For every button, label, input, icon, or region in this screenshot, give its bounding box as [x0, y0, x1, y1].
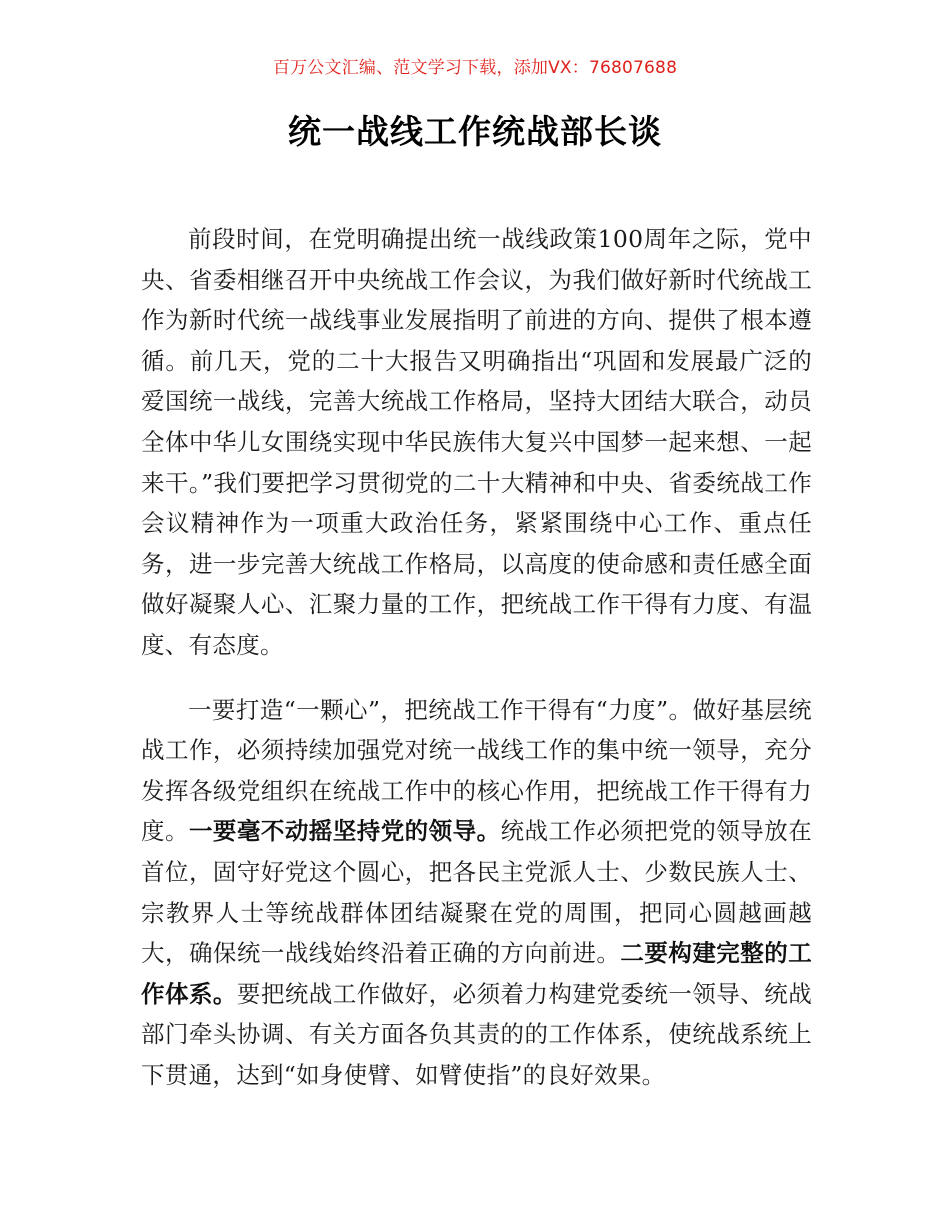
paragraph-2: [141, 690, 812, 1096]
document-title: 统一战线工作统战部长谈: [288, 112, 662, 151]
paragraph-1: 前段时间，在党明确提出统一战线政策100周年之际，党中央、省委相继召开中央统战工作会议，为我们做好新时代统战工作为新时代统一战线事业发展指明了前进的方向、提供了根本遵循。前几天，党的二十大报告又明确指出“巩固和发展最广泛的爱国统一战线，完善大统战工作格局，坚持大团结大联合，动员全体中华儿女围绕实现中华民族伟大复兴中国梦一起来想、一起来干。”我们要把学习贯彻党的二十大精神和中央、省委统战工作会议精神作为一项重大政治任务，紧紧围绕中心工作、重点任务，进一步完善大统战工作格局，以高度的使命感和责任感全面做好凝聚人心、汇聚力量的工作，把统战工作干得有力度、有温度、有态度。: [141, 225, 812, 659]
point-1-text: 统战工作必须把党的领导放在首位，固守好党这个圆心，把各民主党派人士、少数民族人士、宗教界人士等统战群体团结凝聚在党的周围，把同心圆越画越大，确保统一战线始终沿着正确的方向前进。: [141, 817, 812, 968]
document-body: [141, 219, 812, 1119]
point-1-heading: 一要毫不动摇坚持党的领导。: [188, 817, 501, 846]
point-2-heading: 二要构建完整的工作体系。: [141, 939, 812, 1008]
point-2-text: 要把统战工作做好，必须着力构建党委统一领导、统战部门牵头协调、有关方面各负其责的的工作体系，使统战系统上下贯通，达到“如身使臂、如臂使指”的良好效果。: [141, 979, 813, 1089]
header-banner: 百万公文汇编、范文学习下载，添加VX：76807688: [272, 58, 678, 78]
paragraph-2-intro: 一要打造“一颗心”，把统战工作干得有“力度”。做好基层统战工作，必须持续加强党对统一战线工作的集中统一领导，充分发挥各级党组织在统战工作中的核心作用，把统战工作干得有力度。: [141, 695, 812, 846]
